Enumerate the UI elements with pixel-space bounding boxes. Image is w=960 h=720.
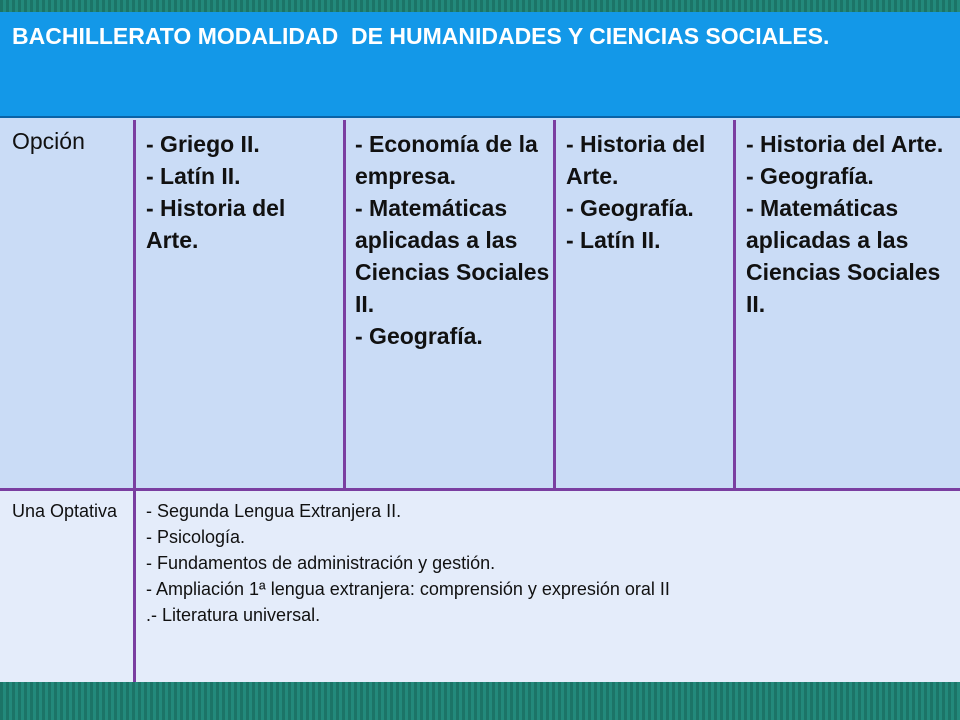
bottom-decorative-bar: [0, 682, 960, 720]
elective-item: - Fundamentos de administración y gestión.: [146, 553, 496, 573]
option-cell-3-item: - Historia del Arte.: [566, 131, 706, 189]
option-cell-3: [566, 128, 731, 256]
row-divider: [0, 488, 960, 491]
option-cell-4-item: - Matemáticas aplicadas a las Ciencias Sociales II.: [746, 195, 941, 317]
subjects-table: [0, 12, 960, 682]
option-row-label: Opción: [12, 128, 85, 154]
option-cell-3-item: - Latín II.: [566, 227, 661, 253]
header-title: BACHILLERATO MODALIDAD DE HUMANIDADES Y CIENCIAS SOCIALES.: [12, 23, 830, 49]
option-cell-2: [355, 128, 550, 352]
option-cell-2-item: - Geografía.: [355, 323, 483, 349]
elective-row: [0, 490, 960, 682]
option-cell-1-item: - Griego II.: [146, 131, 260, 157]
option-cell-1-item: - Historia del Arte.: [146, 195, 286, 253]
elective-row-label: [12, 498, 122, 524]
table-header: [0, 12, 960, 118]
grid-divider: [733, 120, 736, 490]
elective-row-label-text: Una Optativa: [12, 501, 118, 521]
elective-list: [146, 498, 670, 628]
option-cell-1-item: - Latín II.: [146, 163, 241, 189]
option-cell-1: [146, 128, 336, 256]
option-cell-2-item: - Economía de la empresa.: [355, 131, 538, 189]
option-cell-2-item: - Matemáticas aplicadas a las Ciencias Sociales II.: [355, 195, 550, 317]
option-cell-4-item: - Geografía.: [746, 163, 874, 189]
grid-divider: [133, 120, 136, 682]
elective-item: - Segunda Lengua Extranjera II.: [146, 501, 402, 521]
grid-divider: [553, 120, 556, 490]
option-cell-4: [746, 128, 951, 320]
elective-item: .- Literatura universal.: [146, 605, 321, 625]
option-cell-3-item: - Geografía.: [566, 195, 694, 221]
option-row: [0, 118, 960, 490]
option-cell-4-item: - Historia del Arte.: [746, 131, 944, 157]
elective-item: - Psicología.: [146, 527, 246, 547]
elective-item: - Ampliación 1ª lengua extranjera: comprensión y expresión oral II: [146, 579, 670, 599]
grid-divider: [343, 120, 346, 490]
top-decorative-bar: [0, 0, 960, 12]
